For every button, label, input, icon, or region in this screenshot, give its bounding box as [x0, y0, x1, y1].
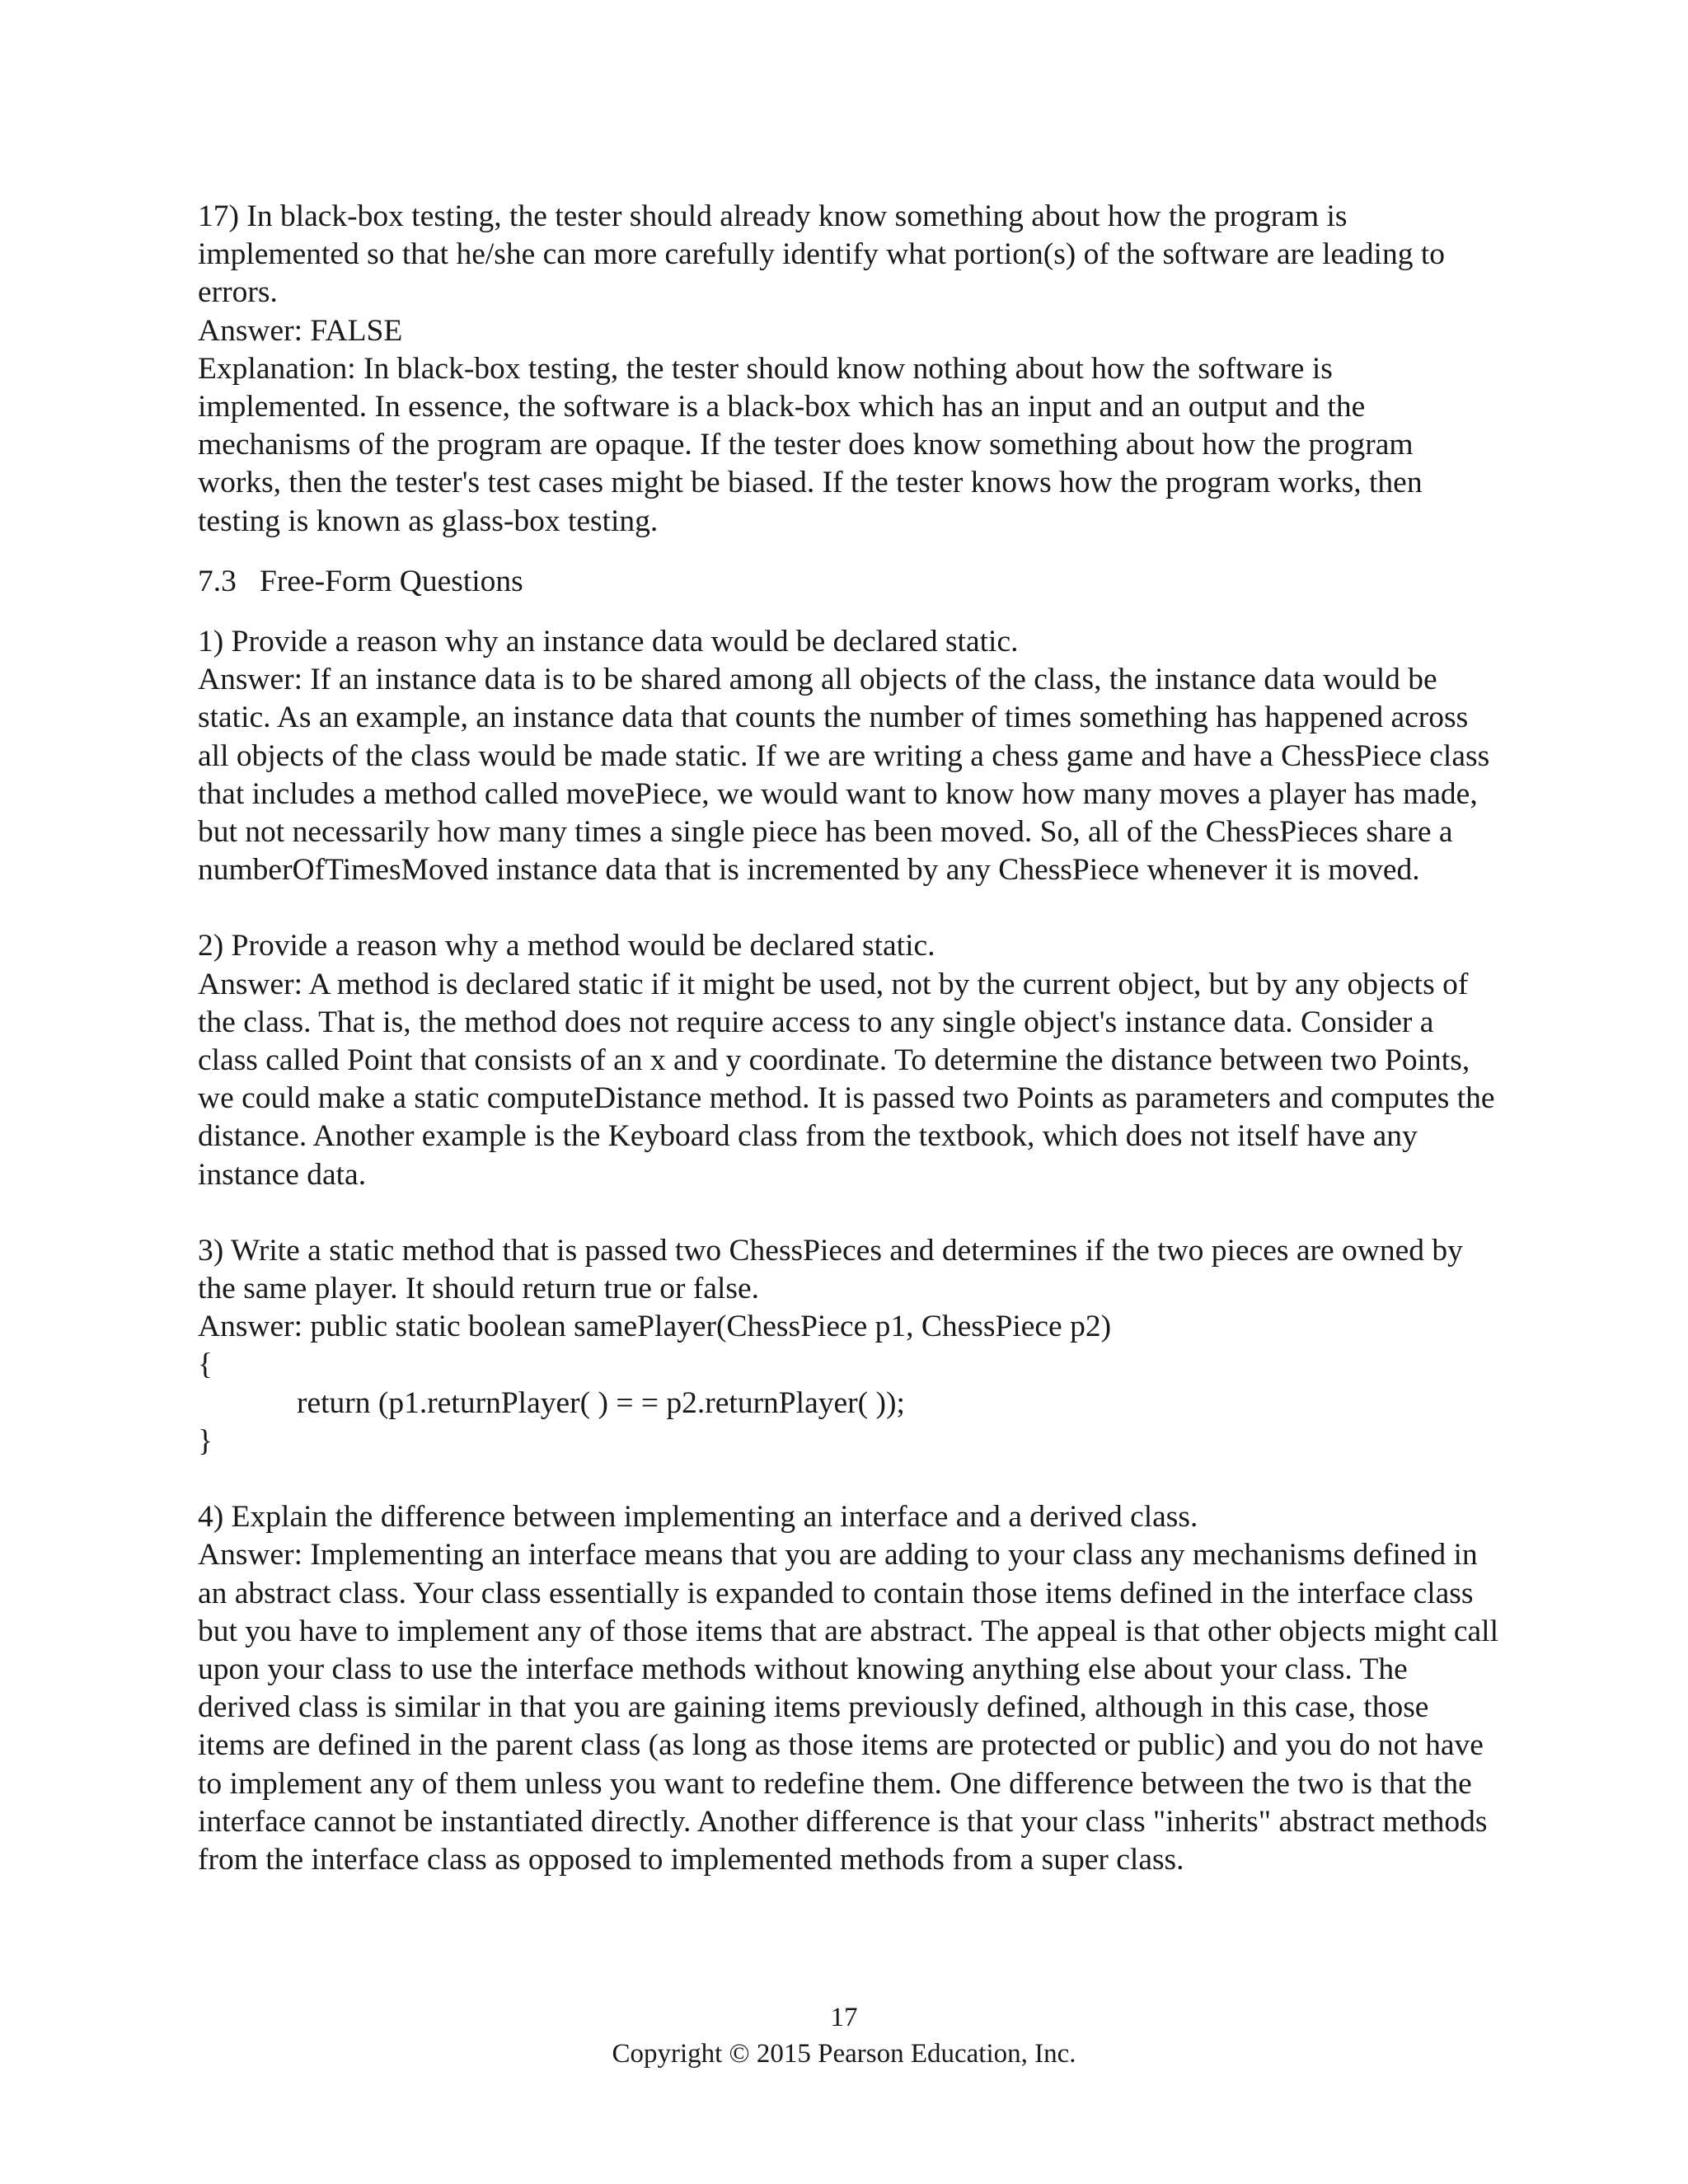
spacer [198, 889, 1500, 927]
question-17-block [198, 198, 1500, 541]
spacer [198, 1460, 1500, 1498]
code-open-brace: { [198, 1347, 213, 1382]
page-number: 17 [830, 2003, 858, 2032]
section-heading-block [198, 563, 1500, 601]
free-form-1-block [198, 623, 1500, 889]
free-form-2-block [198, 927, 1500, 1193]
free-form-1-answer: Answer: If an instance data is to be shared among all objects of the class, the instance data would be static. As an example, an instance data that counts the number of times something has happened across all objects of the class would be made static. If we are writing a chess game and have a ChessPiece class that includes a method called movePiece, we would want to know how many moves a player has made, but not necessarily how many times a single piece has been moved. So, all of the ChessPieces share a numberOfTimesMoved instance data that is incremented by any ChessPiece whenever it is moved. [198, 663, 1490, 888]
free-form-3-block [198, 1232, 1500, 1460]
section-heading: 7.3 Free-Form Questions [198, 564, 523, 598]
document-page [198, 198, 1500, 1879]
free-form-1-question: 1) Provide a reason why an instance data would be declared static. [198, 625, 1019, 659]
free-form-4-question: 4) Explain the difference between implementing an interface and a derived class. [198, 1500, 1198, 1535]
question-17-explanation: Explanation: In black-box testing, the tester should know nothing about how the software is implemented. In essence, the software is a black-box which has an input and an output and the mechanisms of the program are opaque. If the tester does know something about how the program works, then the tester's test cases might be biased. If the tester knows how the program works, then testing is known as glass-box testing. [198, 351, 1423, 538]
free-form-4-answer: Answer: Implementing an interface means that you are adding to your class any mechanisms defined in an abstract class. Your class essentially is expanded to contain those items defined in the interface class but you have to implement any of those items that are abstract. The appeal is that other objects might call upon your class to use the interface methods without knowing anything else about your class. The derived class is similar in that you are gaining items previously defined, although in this case, those items are defined in the parent class (as long as those items are protected or public) and you do not have to implement any of them unless you want to redefine them. One difference between the two is that the interface cannot be instantiated directly. Another difference is that your class "inherits" abstract methods from the interface class as opposed to implemented methods from a super class. [198, 1538, 1499, 1877]
copyright-notice: Copyright © 2015 Pearson Education, Inc. [612, 2039, 1076, 2069]
question-17-text: 17) In black-box testing, the tester should already know something about how the program is implemented so that he/she can more carefully identify what portion(s) of the software are leading to errors. [198, 199, 1446, 310]
question-17-answer: Answer: FALSE [198, 313, 403, 348]
spacer [198, 601, 1500, 623]
free-form-3-question: 3) Write a static method that is passed two ChessPieces and determines if the two pieces are owned by the same player. It should return true or false. [198, 1233, 1463, 1306]
code-return-line: return (p1.returnPlayer( ) = = p2.returnPlayer( )); [297, 1385, 905, 1420]
free-form-4-block [198, 1498, 1500, 1879]
free-form-2-question: 2) Provide a reason why a method would be declared static. [198, 929, 935, 963]
free-form-3-answer: Answer: public static boolean samePlayer(ChessPiece p1, ChessPiece p2) [198, 1310, 1112, 1344]
spacer [198, 541, 1500, 563]
free-form-2-answer: Answer: A method is declared static if it might be used, not by the current object, but by any objects of the class. That is, the method does not require access to any single object's instance data. Consider a class called Point that consists of an x and y coordinate. To determine the distance between two Points, we could make a static computeDistance method. It is passed two Points as parameters and computes the distance. Another example is the Keyboard class from the textbook, which does not itself have any instance data. [198, 967, 1495, 1192]
spacer [198, 1194, 1500, 1232]
code-close-brace: } [198, 1423, 213, 1458]
